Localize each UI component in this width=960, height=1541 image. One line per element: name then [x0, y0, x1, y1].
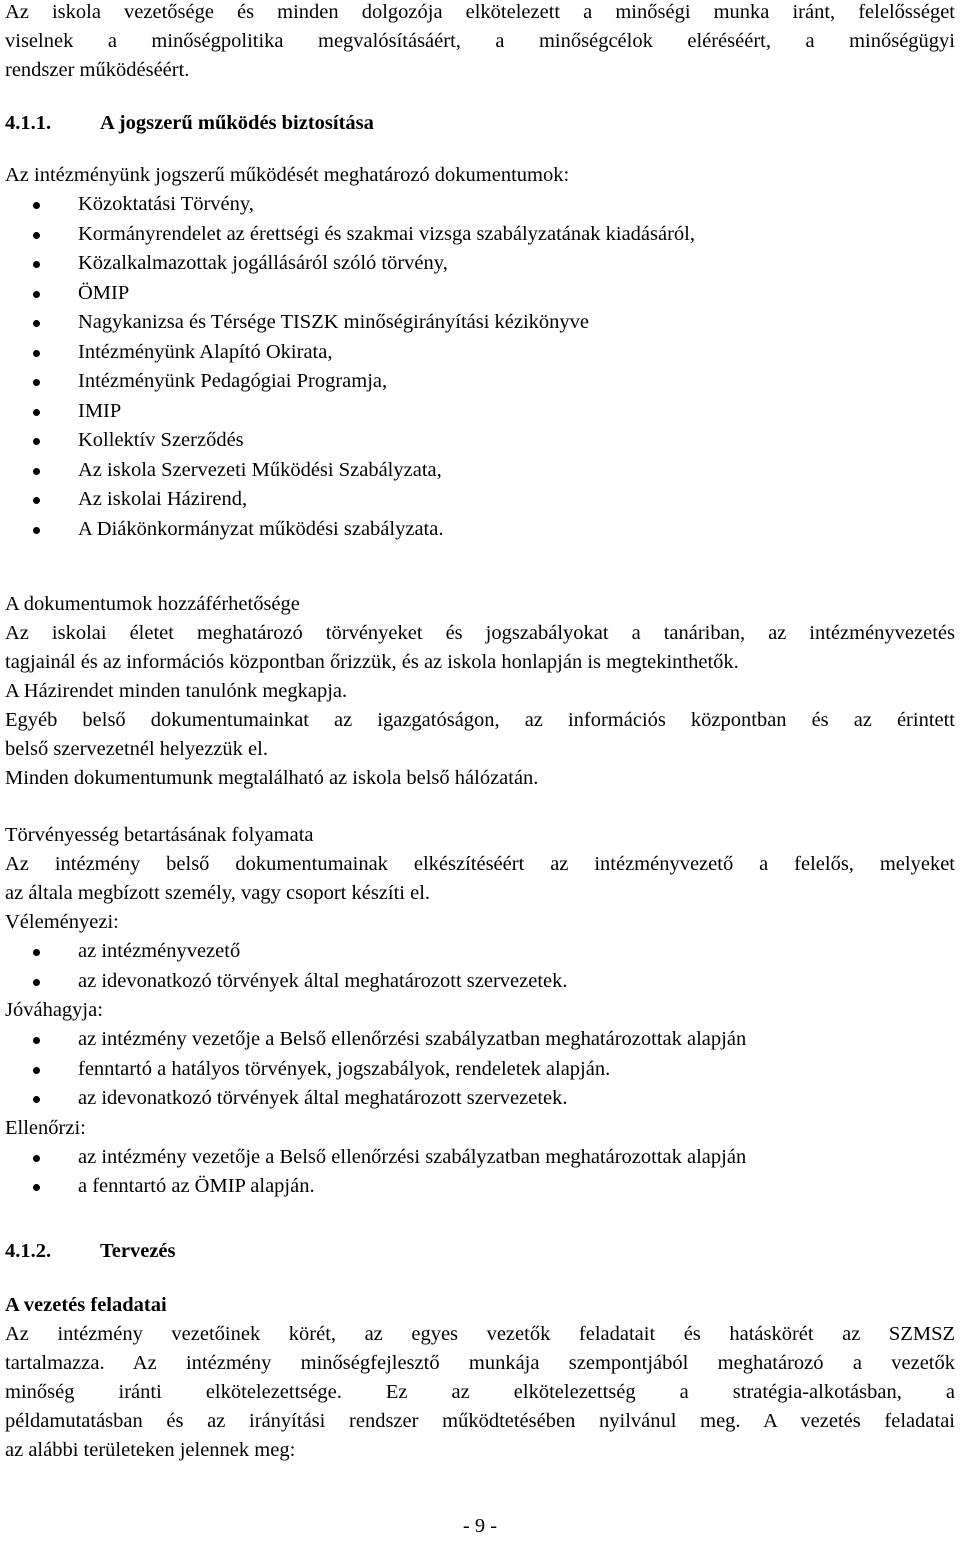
text-line: minőség iránti elkötelezettsége. Ez az elkötelezettség a stratégia-alkotásban, a	[5, 1381, 955, 1403]
list-item: Intézményünk Alapító Okirata,	[5, 338, 955, 368]
list-item: Kormányrendelet az érettségi és szakmai vizsga szabályzatának kiadásáról,	[5, 220, 955, 250]
list-item: A Diákönkormányzat működési szabályzata.	[5, 515, 955, 545]
section-number: 4.1.2.	[5, 1240, 52, 1262]
list-lead: Az intézményünk jogszerű működését meghatározó dokumentumok:	[5, 164, 570, 186]
list-item: ÖMIP	[5, 279, 955, 309]
list-item: a fenntartó az ÖMIP alapján.	[5, 1172, 955, 1202]
text-line: A Házirendet minden tanulónk megkapja.	[5, 680, 348, 702]
list-item: fenntartó a hatályos törvények, jogszabályok, rendeletek alapján.	[5, 1055, 955, 1085]
approves-list	[5, 1025, 955, 1114]
reviews-list	[5, 937, 955, 996]
subsection-title: Törvényesség betartásának folyamata	[5, 824, 314, 846]
list-item: Kollektív Szerződés	[5, 426, 955, 456]
text-line: az alábbi területeken jelennek meg:	[5, 1439, 296, 1461]
text-line: Az intézmény vezetőinek körét, az egyes vezetők feladatait és hatáskörét az SZMSZ	[5, 1323, 955, 1345]
section-number: 4.1.1.	[5, 112, 52, 134]
reviews-label: Véleményezi:	[5, 911, 119, 933]
list-item: Az iskola Szervezeti Működési Szabályzata,	[5, 456, 955, 486]
section-heading-4-1-2	[5, 1237, 176, 1266]
text-line: Az intézmény belső dokumentumainak elkészítéséért az intézményvezető a felelős, melyeket	[5, 853, 955, 875]
checks-label: Ellenőrzi:	[5, 1116, 86, 1139]
legality-block	[5, 821, 955, 1202]
text-line: rendszer működéséért.	[5, 59, 190, 81]
text-line: Minden dokumentumunk megtalálható az iskola belső hálózatán.	[5, 767, 539, 789]
list-item: Közoktatási Törvény,	[5, 190, 955, 220]
list-item: az idevonatkozó törvények által meghatározott szervezetek.	[5, 967, 955, 997]
list-item: Az iskolai Házirend,	[5, 485, 955, 515]
section-heading-4-1-1	[5, 109, 374, 138]
list-item: az intézmény vezetője a Belső ellenőrzési szabályzatban meghatározottak alapján	[5, 1025, 955, 1055]
text-line: Az iskolai életet meghatározó törvényeket és jogszabályokat a tanáriban, az intézményvezetés	[5, 622, 955, 644]
subsection-title: A dokumentumok hozzáférhetősége	[5, 593, 300, 615]
list-item: IMIP	[5, 397, 955, 427]
approves-label: Jóváhagyja:	[5, 999, 103, 1021]
section-title: Tervezés	[100, 1240, 176, 1262]
section-title: A jogszerű működés biztosítása	[100, 112, 374, 134]
text-line: Egyéb belső dokumentumainkat az igazgatóságon, az információs központban és az érintett	[5, 709, 955, 731]
page-number: - 9 -	[462, 1515, 498, 1537]
legal-documents-block	[5, 161, 955, 544]
text-line: viselnek a minőségpolitika megvalósításáért, a minőségcélok eléréséért, a minőségügyi	[5, 30, 955, 52]
checks-list	[5, 1143, 955, 1202]
text-line: Az iskola vezetősége és minden dolgozója elkötelezett a minőségi munka iránt, felelősséget	[5, 1, 955, 23]
list-item: Nagykanizsa és Térsége TISZK minőségirányítási kézikönyve	[5, 308, 955, 338]
text-line: belső szervezetnél helyezzük el.	[5, 738, 268, 760]
list-item: Intézményünk Pedagógiai Programja,	[5, 367, 955, 397]
subsection-title: A vezetés feladatai	[5, 1294, 167, 1316]
text-line: tagjainál és az információs központban őrizzük, és az iskola honlapján is megtekinthetők.	[5, 651, 739, 673]
text-line: tartalmazza. Az intézmény minőségfejlesztő munkája szempontjából meghatározó a vezetők	[5, 1352, 955, 1374]
list-item: az intézményvezető	[5, 937, 955, 967]
text-line: az általa megbízott személy, vagy csoport készíti el.	[5, 882, 431, 904]
list-item: Közalkalmazottak jogállásáról szóló törvény,	[5, 249, 955, 279]
leadership-block	[5, 1291, 955, 1465]
access-block	[5, 590, 955, 793]
list-item: az intézmény vezetője a Belső ellenőrzési szabályzatban meghatározottak alapján	[5, 1143, 955, 1173]
list-item: az idevonatkozó törvények által meghatározott szervezetek.	[5, 1084, 955, 1114]
intro-paragraph	[5, 0, 955, 85]
text-line: példamutatásban és az irányítási rendszer működtetésében nyilvánul meg. A vezetés feladatai	[5, 1410, 955, 1432]
legal-documents-list	[5, 190, 955, 544]
